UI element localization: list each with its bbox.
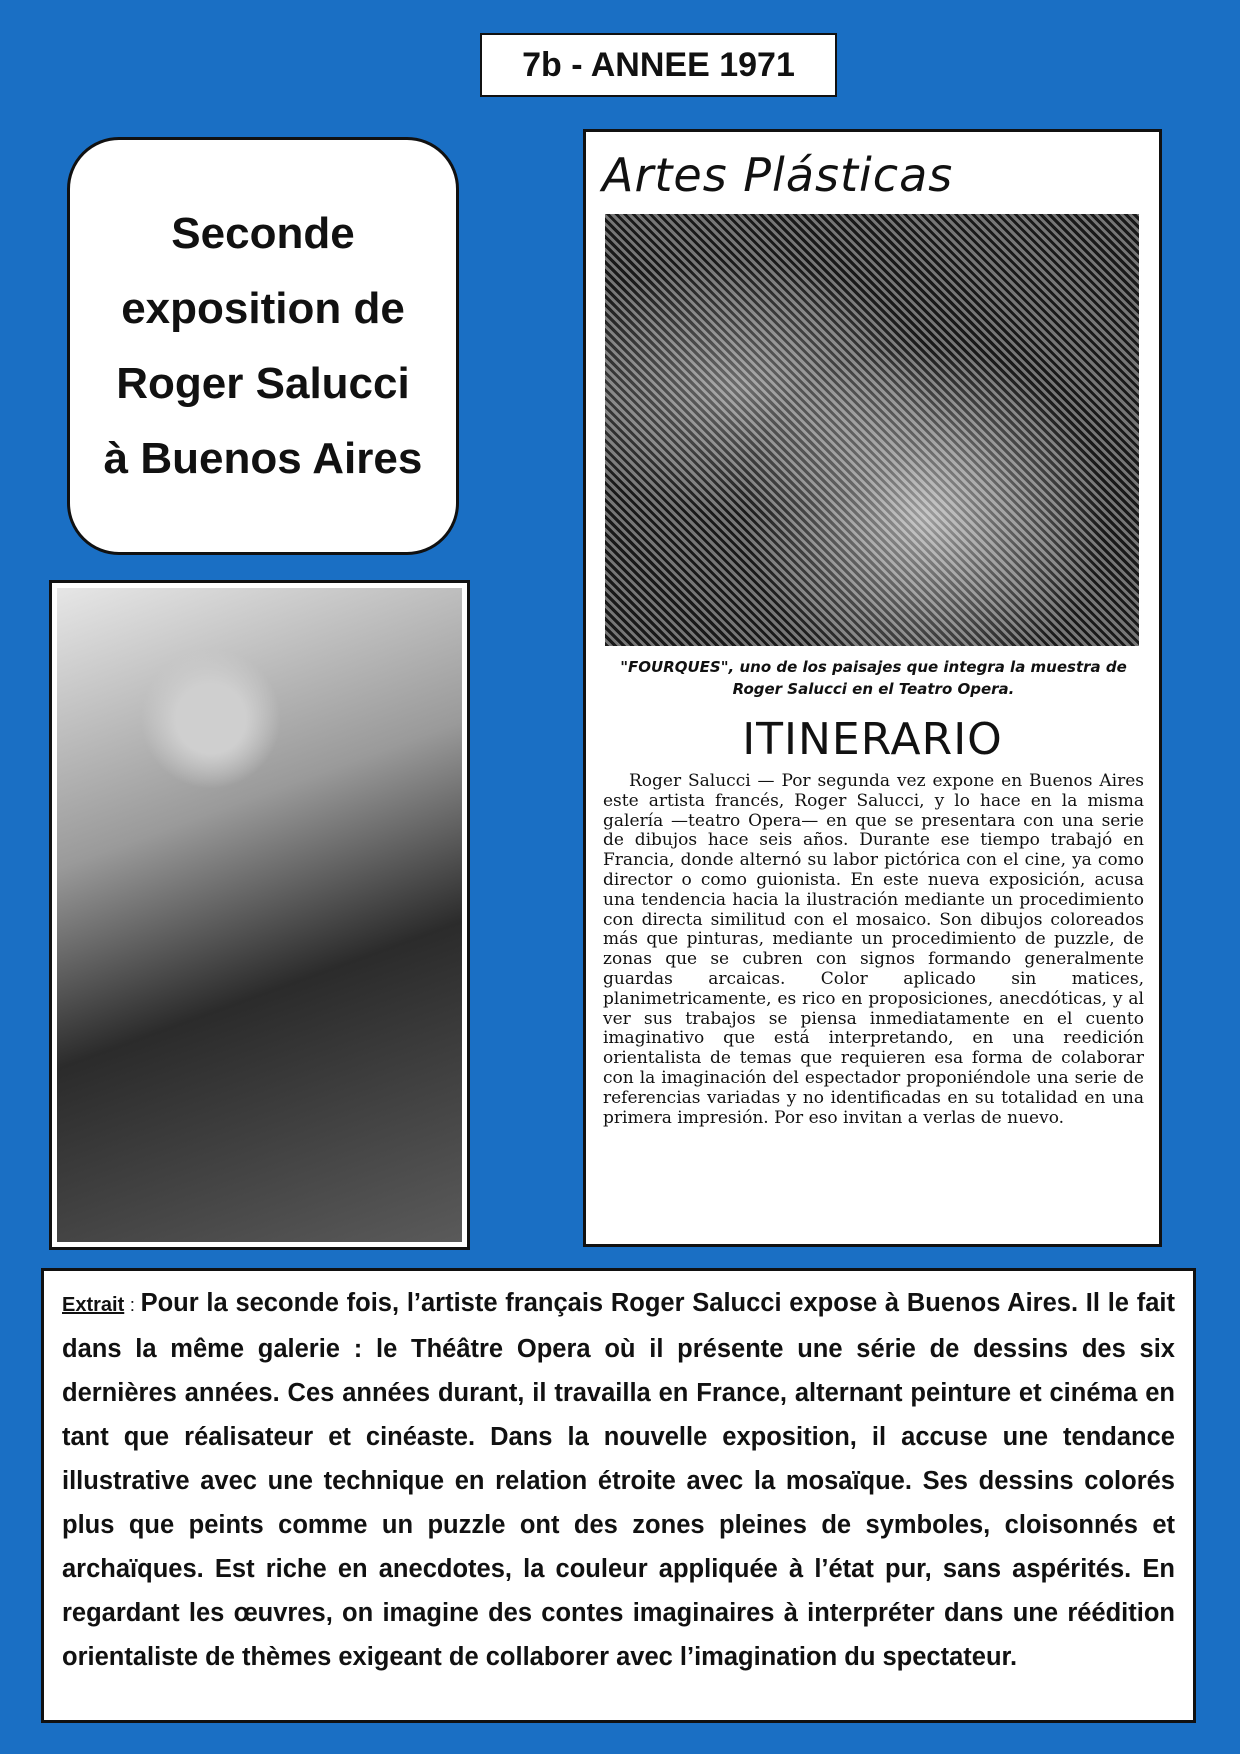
page-title-box [480,33,837,97]
clipping-artwork-tone [605,214,1139,646]
heading-text: Seconde exposition de Roger Salucci à Buenos Aires [103,209,423,483]
portrait-photo-frame [49,580,470,1250]
page-title: 7b - ANNEE 1971 [522,45,795,84]
clipping-section-title: Artes Plásticas [602,148,954,202]
newspaper-clipping [583,129,1162,1247]
extract-paragraph [62,1281,1175,1679]
clipping-article-body: Roger Salucci — Por segunda vez expone en Buenos Aires este artista francés, Roger Salucci, y lo hace en la misma galería —teatro Opera— en que se presentara con una serie de dibujos hace seis años. Durante ese tiempo trabajó en Francia, donde alternó su labor pictórica con el cine, ya como director o como guionista. En este nueva exposición, acusa una tendencia hacia la ilustración mediante un procedimiento con directa similitud con el mosaico. Son dibujos coloreados más que pinturas, mediante un procedimiento de puzzle, de zonas que se cubren con signos formando generalmente guardas arcaicas. Color aplicado sin matices, planimetricamente, es rico en proposiciones, anecdóticas, y al ver sus trabajos se piensa inmediatamente en el cuento imaginativo que está interpretando, en una reedición orientalista de temas que requieren esa forma de colaborar con la imaginación del espectador proponiéndole una serie de referencias variadas y no identificadas en su totalidad en una primera impresión. Por eso invitan a verlas de nuevo. [603,771,1144,1128]
clipping-caption: "FOURQUES", uno de los paisajes que integra la muestra de Roger Salucci en el Teatro Opera. [620,658,1127,698]
extract-text: Pour la seconde fois, l’artiste français Roger Salucci expose à Buenos Aires. Il le fait dans la même galerie : le Théâtre Opera où il présente une série de dessins des six dernières années. Ces années durant, il travailla en France, alternant peinture et cinéma en tant que réalisateur et cinéaste. Dans la nouvelle exposition, il accuse une tendance illustrative avec une technique en relation étroite avec la mosaïque. Ses dessins colorés plus que peints comme un puzzle ont des zones pleines de symboles, cloisonnés et archaïques. Est riche en anecdotes, la couleur appliquée à l’état pur, sans aspérités. En regardant les œuvres, on imagine des contes imaginaires à interpréter dans une réédition orientaliste de thèmes exigeant de collaborer avec l’imagination du spectateur. [62,1289,1175,1671]
clipping-article-title: ITINERARIO [742,714,1003,765]
portrait-photo [57,588,462,1242]
extract-label: Extrait [62,1294,125,1316]
extract-box [41,1268,1196,1723]
heading-box [67,137,459,555]
clipping-artwork-image [605,214,1139,646]
extract-separator: : [124,1295,141,1315]
